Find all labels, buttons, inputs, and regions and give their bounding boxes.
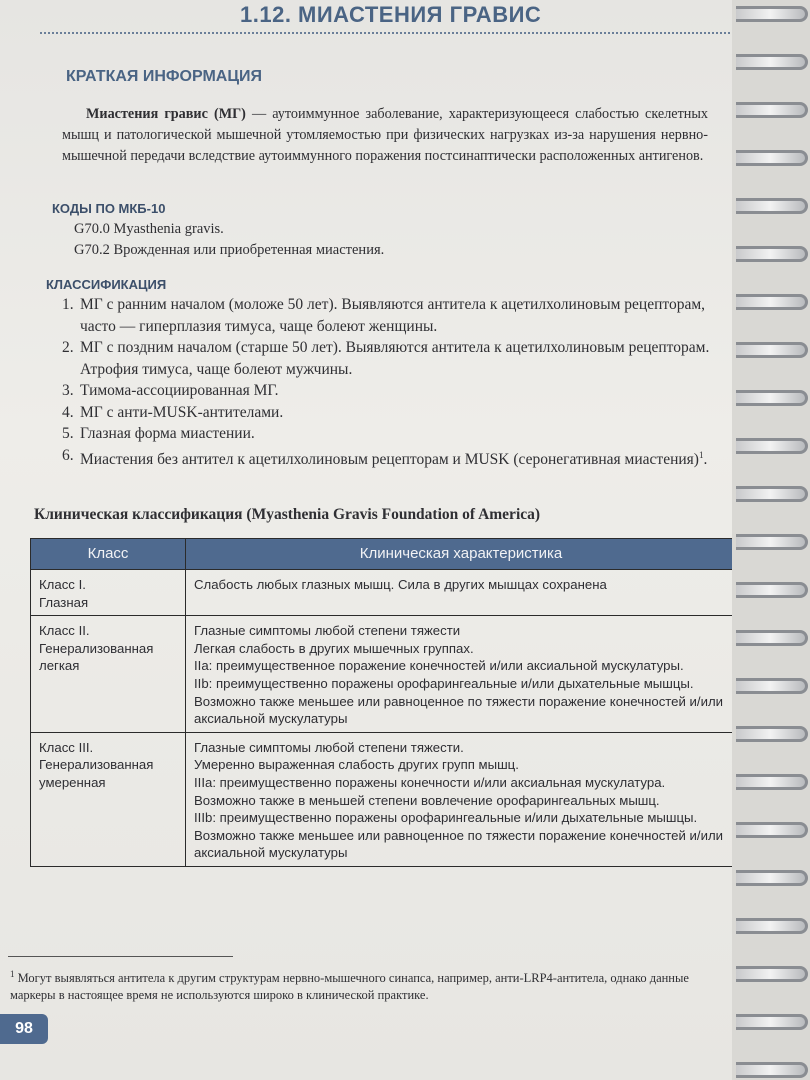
binding-coil xyxy=(736,390,808,406)
binding-coil xyxy=(736,198,808,214)
item-number: 4. xyxy=(62,403,74,421)
table-row xyxy=(31,616,737,733)
intro-term: Миастения гравис (МГ) xyxy=(86,106,246,122)
list-item: 6. Миастения без антител к ацетилхолиновым рецепторам и MUSK (серонегативная миастения)$^1$. xyxy=(62,446,708,468)
footnote-rule xyxy=(8,956,233,957)
binding-coil xyxy=(736,966,808,982)
binding-coil xyxy=(736,870,808,886)
table-row xyxy=(31,732,737,866)
binding-coil xyxy=(736,726,808,742)
table-body xyxy=(31,570,737,867)
binding-coil xyxy=(736,534,808,550)
description-line: Умеренно выраженная слабость других групп мышц. xyxy=(194,757,519,773)
item-number: 5. xyxy=(62,425,74,442)
footnote-ref: 1 xyxy=(698,449,704,460)
binding-coil xyxy=(736,678,808,694)
binding-coil xyxy=(736,6,808,22)
item-text: МГ с поздним началом (старше 50 лет). Выявляются антитела к ацетилхолиновым рецепторам. Атрофия тимуса, чаще болеют мужчины. xyxy=(80,339,710,378)
class-cell: Класс I. Глазная xyxy=(31,570,186,616)
icd-item: G70.0 Myasthenia gravis. xyxy=(74,221,224,237)
item-text: Тимома-ассоциированная МГ. xyxy=(80,382,279,399)
binding-coil xyxy=(736,246,808,262)
binding-coil xyxy=(736,582,808,598)
intro-text: — аутоиммунное заболевание, характеризующееся слабостью скелетных мышц и патологической мышечной утомляемостью при физических нагрузках из-за нарушения нервно-мышечной передачи вследствие аутоиммунного поражения постсинаптически расположенных антигенов. xyxy=(62,106,708,164)
table-caption: Клиническая классификация (Myasthenia Gravis Foundation of America) xyxy=(34,506,541,523)
classification-list xyxy=(62,294,712,470)
binding-coil xyxy=(736,342,808,358)
binding-coil xyxy=(736,774,808,790)
binding-coil xyxy=(736,822,808,838)
classification-table xyxy=(30,538,737,867)
list-item xyxy=(62,294,712,337)
list-item xyxy=(62,423,712,445)
description-line: Легкая слабость в других мышечных группах. xyxy=(194,640,474,656)
item-text: Миастения без антител к ацетилхолиновым рецепторам и MUSK (серонегативная миастения) xyxy=(80,450,699,468)
item-number: 3. xyxy=(62,382,74,399)
list-item xyxy=(62,337,712,380)
section-title: КРАТКАЯ ИНФОРМАЦИЯ xyxy=(66,68,263,85)
description-line: Слабость любых глазных мышц. Сила в других мышцах сохранена xyxy=(194,577,607,592)
binding-coil xyxy=(736,918,808,934)
description-line: IIa: преимущественное поражение конечностей и/или аксиальной мускулатуры. xyxy=(194,658,684,674)
class-cell: Класс III. Генерализованная умеренная xyxy=(31,732,186,866)
item-number: 1. xyxy=(62,296,74,313)
description-line: IIIa: преимущественно поражены конечности и/или аксиальная мускулатура. Возможно также в меньшей степени вовлечение орофарингеальных мышц. xyxy=(194,774,666,808)
title-dotted-rule xyxy=(40,32,730,34)
column-header-description: Клиническая характеристика xyxy=(186,539,737,570)
intro-paragraph xyxy=(62,104,708,167)
icd-list xyxy=(74,219,384,261)
table-header-row xyxy=(31,539,737,570)
footnote-mark: 1 xyxy=(10,969,15,979)
item-text: Глазная форма миастении. xyxy=(80,425,255,442)
chapter-title: 1.12. МИАСТЕНИЯ ГРАВИС xyxy=(240,2,542,27)
description-cell xyxy=(186,732,737,866)
classification-title: КЛАССИФИКАЦИЯ xyxy=(46,277,167,292)
description-cell xyxy=(186,570,737,616)
item-text: МГ с анти-MUSK-антителами. xyxy=(80,403,284,421)
description-cell xyxy=(186,616,737,733)
description-line: IIIb: преимущественно поражены орофарингеальные и/или дыхательные мышцы. Возможно также меньшее или равноценное по тяжести поражение конечностей и/или аксиальной мускулатуры xyxy=(194,810,723,861)
list-item xyxy=(62,380,712,402)
icd-title: КОДЫ ПО МКБ-10 xyxy=(52,201,166,216)
item-text: МГ с ранним началом (моложе 50 лет). Выявляются антитела к ацетилхолиновым рецепторам, часто — гиперплазия тимуса, чаще болеют женщины. xyxy=(80,296,706,335)
footnote xyxy=(10,966,730,1004)
binding-coil xyxy=(736,1062,808,1078)
column-header-class: Класс xyxy=(31,539,186,570)
icd-item: G70.2 Врожденная или приобретенная миастения. xyxy=(74,242,385,258)
spiral-binding xyxy=(732,0,810,1080)
binding-coil xyxy=(736,150,808,166)
binding-coil xyxy=(736,294,808,310)
binding-coil xyxy=(736,630,808,646)
binding-coil xyxy=(736,102,808,118)
item-number: 6. xyxy=(62,446,74,464)
item-number: 2. xyxy=(62,339,74,356)
page-number: 98 xyxy=(0,1014,48,1044)
class-cell: Класс II. Генерализованная легкая xyxy=(31,616,186,733)
table-row xyxy=(31,570,737,616)
description-line: IIb: преимущественно поражены орофарингеальные и/или дыхательные мышцы. Возможно также меньшее или равноценное по тяжести поражение конечностей и/или аксиальной мускулатуры xyxy=(194,675,723,727)
list-item xyxy=(62,402,712,424)
footnote-text: Могут выявляться антитела к другим структурам нервно-мышечного синапса, например, анти-LRP4-антитела, однако данные маркеры в настоящее время не используются широко в клинической практике. xyxy=(10,971,689,1003)
binding-coil xyxy=(736,1014,808,1030)
binding-coil xyxy=(736,438,808,454)
binding-coil xyxy=(736,54,808,70)
description-line: Глазные симптомы любой степени тяжести. xyxy=(194,739,464,755)
binding-coil xyxy=(736,486,808,502)
description-line: Глазные симптомы любой степени тяжести xyxy=(194,623,461,639)
